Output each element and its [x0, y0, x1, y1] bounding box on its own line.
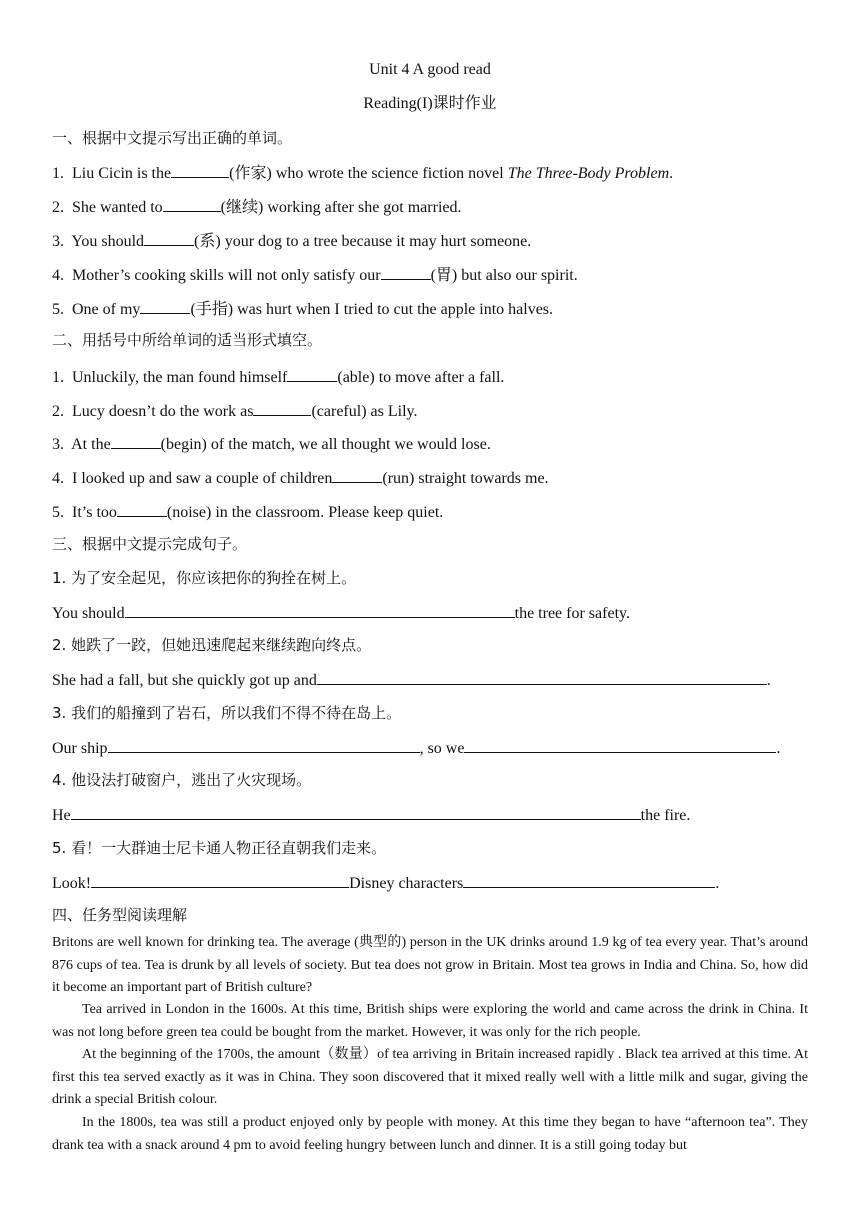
answer-blank[interactable] [317, 669, 767, 685]
s2-item-5: 5. It’s too (noise) in the classroom. Please keep quiet. [52, 501, 443, 523]
reading-paragraph-1: Britons are well known for drinking tea. The average (典型的) person in the UK drinks around 1.9 kg of tea every year. That’s around 876 cups of tea. Tea is drunk by all levels of society. But tea does not grow in Britain. Most tea grows in India and China. So, how did it become an important part of British culture? [52, 935, 808, 995]
section3-heading: 三、根据中文提示完成句子。 [52, 535, 248, 553]
answer-blank[interactable] [287, 366, 337, 382]
s1-item-5: 5. One of my (手指) was hurt when I tried to cut the apple into halves. [52, 298, 553, 320]
s3-item-2-answer: She had a fall, but she quickly got up and . [52, 669, 771, 691]
s3-item-4-answer: He the fire. [52, 804, 690, 826]
s2-item-1: 1. Unluckily, the man found himself (able) to move after a fall. [52, 366, 504, 388]
reading-paragraph-4: In the 1800s, tea was still a product enjoyed only by people with money. At this time they began to have “afternoon tea”. They drank tea with a snack around 4 pm to avoid feeling hungry between lunch and dinner. It is a still going today but [52, 1115, 808, 1153]
answer-blank[interactable] [163, 196, 221, 212]
s3-item-1-answer: You should the tree for safety. [52, 602, 630, 624]
s1-item-1: 1. Liu Cicin is the (作家) who wrote the science fiction novel The Three-Body Problem. [52, 162, 673, 184]
page-title: Unit 4 A good read [369, 61, 491, 78]
section4-heading: 四、任务型阅读理解 [52, 906, 188, 924]
answer-blank[interactable] [111, 433, 161, 449]
answer-blank[interactable] [464, 737, 776, 753]
answer-blank[interactable] [253, 400, 311, 416]
answer-blank[interactable] [171, 162, 229, 178]
s1-item-4: 4. Mother’s cooking skills will not only satisfy our (胃) but also our spirit. [52, 264, 578, 286]
s1-item-3: 3. You should (系) your dog to a tree because it may hurt someone. [52, 230, 531, 252]
reading-paragraph-3: At the beginning of the 1700s, the amount（数量）of tea arriving in Britain increased rapidly . Black tea arrived at this time. At first this tea served exactly as it was in China. They soon discovered that it mixed really well with a little milk and sugar, giving the drink a special British colour. [52, 1047, 808, 1107]
answer-blank[interactable] [463, 872, 715, 888]
answer-blank[interactable] [144, 230, 194, 246]
s3-item-5-chinese: 5. 看！一大群迪士尼卡通人物正径直朝我们走来。 [52, 839, 387, 857]
s2-item-3: 3. At the (begin) of the match, we all thought we would lose. [52, 433, 491, 455]
section2-heading: 二、用括号中所给单词的适当形式填空。 [52, 331, 323, 349]
reading-paragraph-2: Tea arrived in London in the 1600s. At this time, British ships were exploring the world and came across the drink in China. It was not long before green tea could be bought from the market. However, it was only for the rich people. [52, 1002, 808, 1040]
section1-heading: 一、根据中文提示写出正确的单词。 [52, 129, 293, 147]
s3-item-4-chinese: 4. 他设法打破窗户，逃出了火灾现场。 [52, 771, 312, 789]
s3-item-3-chinese: 3. 我们的船撞到了岩石，所以我们不得不待在岛上。 [52, 704, 402, 722]
answer-blank[interactable] [108, 737, 420, 753]
answer-blank[interactable] [117, 501, 167, 517]
s3-item-3-answer: Our ship , so we . [52, 737, 780, 759]
answer-blank[interactable] [71, 804, 641, 820]
answer-blank[interactable] [332, 467, 382, 483]
s3-item-2-chinese: 2. 她跌了一跤，但她迅速爬起来继续跑向终点。 [52, 636, 372, 654]
s3-item-5-answer: Look! Disney characters . [52, 872, 719, 894]
page-subtitle: Reading(I)课时作业 [363, 95, 497, 112]
answer-blank[interactable] [91, 872, 349, 888]
s2-item-4: 4. I looked up and saw a couple of children (run) straight towards me. [52, 467, 549, 489]
s1-item-2: 2. She wanted to (继续) working after she got married. [52, 196, 461, 218]
s2-item-2: 2. Lucy doesn’t do the work as (careful) as Lily. [52, 400, 417, 422]
s3-item-1-chinese: 1. 为了安全起见，你应该把你的狗拴在树上。 [52, 569, 357, 587]
answer-blank[interactable] [140, 298, 190, 314]
answer-blank[interactable] [381, 264, 431, 280]
answer-blank[interactable] [125, 602, 515, 618]
